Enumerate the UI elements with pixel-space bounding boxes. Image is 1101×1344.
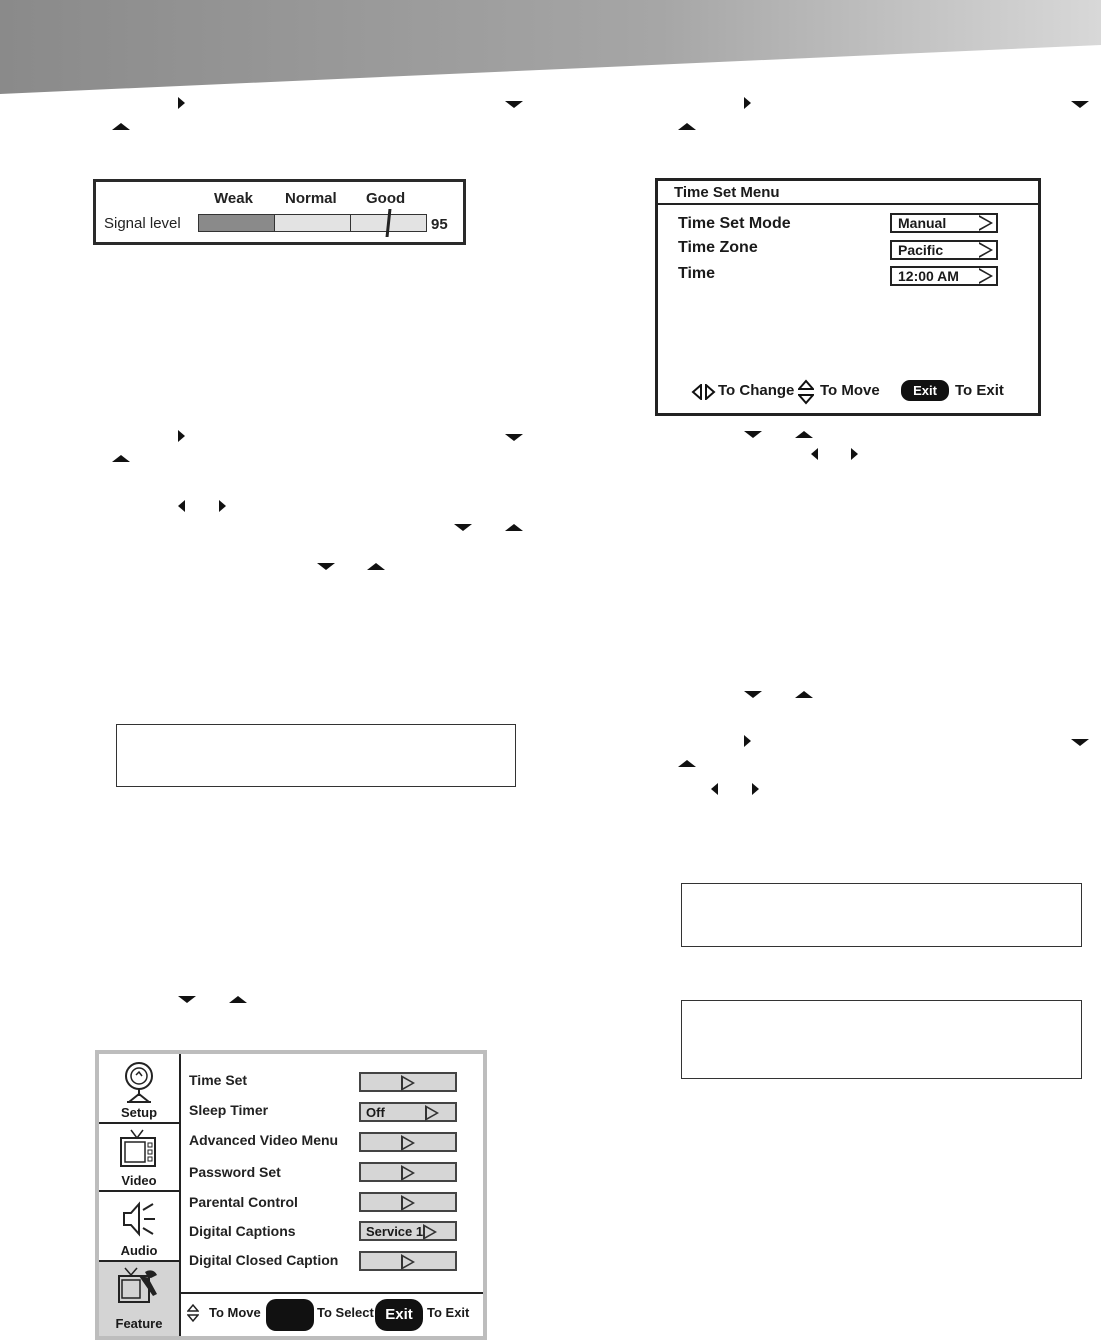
time-set-mode-text: Manual	[898, 215, 947, 231]
up-arrow-icon	[795, 431, 813, 438]
to-move-label: To Move	[209, 1305, 261, 1320]
down-arrow-icon	[505, 101, 523, 108]
exit-key: Exit	[901, 380, 949, 401]
right-arrow-icon	[744, 735, 751, 747]
up-arrow-icon	[112, 455, 130, 462]
note-box	[681, 1000, 1082, 1079]
up-down-arrows-icon	[187, 1303, 199, 1323]
menu-footer	[179, 1292, 483, 1338]
time-set-mode-label: Time Set Mode	[678, 215, 791, 232]
up-arrow-icon	[678, 123, 696, 130]
left-arrow-icon	[178, 500, 185, 512]
down-arrow-icon	[744, 691, 762, 698]
menu-item-time-set[interactable]: Time Set	[189, 1072, 248, 1088]
right-arrow-icon	[744, 97, 751, 109]
exit-key: Exit	[375, 1299, 423, 1331]
signal-level-label: Signal level	[104, 215, 181, 232]
down-arrow-icon	[178, 996, 196, 1003]
to-change-label: To Change	[718, 382, 795, 399]
menu-tabs	[99, 1054, 181, 1336]
time-set-mode-value[interactable]	[890, 213, 998, 233]
left-right-arrows-icon	[691, 384, 717, 400]
digital-captions-value: Service 1	[366, 1224, 424, 1239]
signal-level-bar	[198, 214, 427, 232]
right-arrow-icon	[219, 500, 226, 512]
note-box	[681, 883, 1082, 947]
up-arrow-icon	[795, 691, 813, 698]
sleep-timer-button[interactable]	[359, 1102, 457, 1122]
advanced-video-menu-button[interactable]	[359, 1132, 457, 1152]
speaker-icon	[121, 1200, 157, 1238]
right-arrow-icon	[178, 97, 185, 109]
down-arrow-icon	[1071, 101, 1089, 108]
header-band	[0, 0, 1101, 100]
up-arrow-icon	[505, 524, 523, 531]
up-arrow-icon	[112, 123, 130, 130]
time-value[interactable]	[890, 266, 998, 286]
parental-control-button[interactable]	[359, 1192, 457, 1212]
menu-item-sleep-timer[interactable]: Sleep Timer	[189, 1102, 269, 1118]
time-label: Time	[678, 265, 716, 282]
signal-level-value: 95	[431, 216, 448, 233]
tv-icon	[119, 1128, 159, 1170]
time-zone-text: Pacific	[898, 242, 944, 258]
up-arrow-icon	[229, 996, 247, 1003]
time-set-button[interactable]	[359, 1072, 457, 1092]
tab-setup[interactable]	[99, 1054, 179, 1124]
digital-captions-button[interactable]	[359, 1221, 457, 1241]
down-arrow-icon	[317, 563, 335, 570]
up-down-arrows-icon	[798, 379, 814, 405]
tab-feature[interactable]	[99, 1262, 179, 1336]
right-arrow-icon	[752, 783, 759, 795]
signal-level-box	[93, 179, 466, 245]
down-arrow-icon	[1071, 739, 1089, 746]
digital-closed-caption-button[interactable]	[359, 1251, 457, 1271]
tv-wrench-icon	[117, 1266, 161, 1310]
time-text: 12:00 AM	[898, 268, 959, 284]
down-arrow-icon	[505, 434, 523, 441]
to-select-label: To Select	[317, 1305, 374, 1320]
down-arrow-icon	[744, 431, 762, 438]
feature-menu	[95, 1050, 487, 1340]
left-arrow-icon	[711, 783, 718, 795]
menu-item-digital-captions[interactable]: Digital Captions	[189, 1223, 296, 1239]
time-set-menu	[655, 178, 1041, 416]
signal-level-marker	[386, 209, 392, 237]
right-arrow-icon	[851, 448, 858, 460]
tab-video[interactable]	[99, 1124, 179, 1192]
signal-header-good: Good	[366, 190, 406, 207]
signal-header-weak: Weak	[214, 190, 253, 207]
signal-header-normal: Normal	[285, 190, 337, 207]
down-arrow-icon	[454, 524, 472, 531]
right-arrow-icon	[178, 430, 185, 442]
password-set-button[interactable]	[359, 1162, 457, 1182]
up-arrow-icon	[367, 563, 385, 570]
tab-feature-label: Feature	[115, 1316, 163, 1331]
to-move-label: To Move	[820, 382, 880, 399]
menu-item-advanced-video-menu[interactable]: Advanced Video Menu	[189, 1132, 339, 1148]
note-box	[116, 724, 516, 787]
tab-audio-label: Audio	[120, 1243, 158, 1258]
sleep-timer-value: Off	[366, 1105, 385, 1120]
left-arrow-icon	[811, 448, 818, 460]
menu-item-parental-control[interactable]: Parental Control	[189, 1194, 298, 1210]
tab-video-label: Video	[121, 1173, 157, 1188]
to-exit-label: To Exit	[427, 1305, 470, 1320]
tab-audio[interactable]	[99, 1192, 179, 1262]
time-set-menu-title: Time Set Menu	[658, 181, 1038, 205]
select-key	[266, 1299, 314, 1331]
satellite-dish-icon	[121, 1060, 157, 1104]
to-exit-label: To Exit	[955, 382, 1004, 399]
tab-setup-label: Setup	[120, 1105, 158, 1120]
menu-item-password-set[interactable]: Password Set	[189, 1164, 281, 1180]
up-arrow-icon	[678, 760, 696, 767]
menu-item-digital-closed-caption[interactable]: Digital Closed Caption	[189, 1252, 339, 1268]
time-zone-value[interactable]	[890, 240, 998, 260]
time-zone-label: Time Zone	[678, 239, 758, 256]
